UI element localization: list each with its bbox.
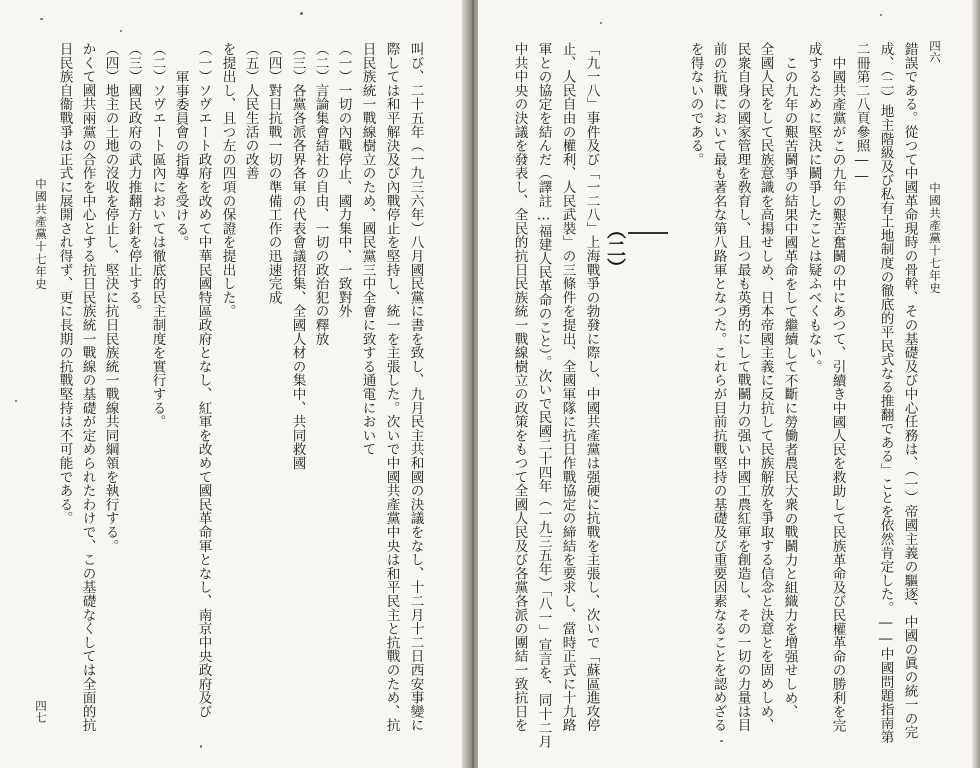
left-line-13: （三）國民政府の武力推翻方針を停止する。	[125, 42, 142, 318]
right-line-1: 錯誤である。從つて中國革命現時の骨幹、その基礎及び中心任務は、（一）帝國主義の驅逐、中國の眞の統一の完	[901, 42, 918, 739]
section-rule	[628, 232, 668, 234]
left-running-title: 中國共產黨十七年史	[34, 178, 48, 291]
right-line-3: 二冊第二八頁參照――	[853, 42, 870, 185]
section-heading: （二）	[604, 220, 626, 277]
right-line-14: 中共中央の決議を發表し、全民的抗日民族統一戰線樹立の政策をもつて全國人民及び各黨各派の團結一致抗日を	[511, 42, 528, 732]
left-line-14: （四）地主の土地の沒收を停止し、堅決に抗日民族統一戰線共同綱領を執行する。	[102, 42, 119, 553]
right-running-title: 中國共產黨十七年史	[928, 182, 942, 295]
right-page	[478, 0, 980, 768]
left-line-4: （一）一切の內戰停止、國力集中、一致對外	[335, 42, 352, 318]
page-edge	[972, 0, 980, 768]
scan-speck	[600, 22, 602, 24]
right-line-12: 止、人民自由の權利、人民武裝」の三條件を提出、全國軍隊に抗日作戰協定の締結を要求し、當時正式に十九路	[559, 42, 576, 732]
right-line-5: 成するために堅決に鬭爭したことは疑ふべくもない。	[805, 42, 822, 374]
left-line-15: かくて國共兩黨の合作を中心とする抗日民族統一戰線の基礎が定められたわけで、この基礎なくしては全面的抗	[79, 42, 96, 732]
left-line-5: （二）言論集會結社の自由、一切の政治犯の釋放	[312, 42, 329, 346]
left-line-8: （五）人民生活の改善	[242, 42, 259, 180]
right-line-9: 前の抗戰において最も著名な第八路軍となつた。これらが目前抗戰堅持の基礎及び重要因素なることを認めざる	[710, 42, 727, 732]
scan-speck	[120, 30, 122, 32]
scan-speck	[720, 740, 723, 742]
right-line-11: 「九一八」事件及び「一二八」上海戰爭の勃發に際し、中國共產黨は强硬に抗戰を主張し、次いで「蘇區進攻停	[583, 42, 600, 732]
left-line-9: を提出し、且つ左の四項の保證を提出した。	[219, 42, 236, 318]
right-line-6: この九年の艱苦鬭爭の結果中國革命をして繼續して不斷に勞働者農民大衆の戰鬭力と組織力を增强せしめ、	[781, 56, 798, 719]
scan-speck	[40, 18, 43, 20]
right-line-13: 軍との協定を結んだ（譯註…福建人民革命のこと）。次いで民國二十四年（一九三五年）「八一」宣言を、同十二月	[535, 42, 552, 749]
left-line-6: （三）各黨各派各界各軍の代表會議招集、全國人材の集中、共同救國	[289, 42, 306, 470]
right-line-4: 中國共產黨がこの九年の艱苦奮鬭の中にあつて、引續き中國人民を救助して民族革命及び民權革命の勝利を完	[829, 56, 846, 733]
scan-speck	[200, 745, 202, 748]
right-page-number: 四六	[928, 40, 942, 63]
scan-speck	[15, 400, 17, 402]
left-line-11: 軍事委員會の指導を受ける。	[172, 70, 189, 250]
right-line-10: を得ないのである。	[687, 42, 704, 167]
right-line-7: 全國人民をして民族意識を高揚せしめ、日本帝國主義に反抗して民族解放を爭取する信念と決意とを固めしめ、	[757, 42, 774, 732]
left-page	[0, 0, 468, 768]
right-line-2: 成、（二）地主階級及び私有土地制度の徹底的平民式なる推翻である」ことを依然肯定した。――中國問題指南第	[877, 42, 894, 744]
left-line-1: 叫び、二十五年（一九三六年）八月國民黨に書を致し、九月民主共和國の決議をなし、十二月十二日西安事變に	[407, 42, 424, 732]
right-line-8: 民衆自身の國家管理を敎育し、且つ最も英勇的にして戰鬭力の强い中國工農紅軍を創造し、その一切の力量は目	[734, 42, 751, 732]
left-line-16: 日民族自衞戰爭は正式に展開され得ず、更に長期の抗戰堅持は不可能である。	[56, 42, 73, 525]
left-line-3: 日民族統一戰線樹立のため、國民黨三中全會に致する通電において	[359, 42, 376, 456]
left-line-10: （一）ソヴエート政府を改めて中華民國特區政府となし、紅軍を改めて國民革命軍となし、南京中央政府及び	[195, 42, 212, 719]
left-line-2: 際しては和平解決及び內戰停止を堅持し、統一を主張した。次いで中國共產黨中央は和平民主と抗戰のため、抗	[383, 42, 400, 732]
scan-speck	[880, 14, 882, 16]
left-page-number: 四七	[34, 700, 48, 723]
scan-speck	[300, 12, 303, 15]
left-line-7: （四）對日抗戰一切の準備工作の迅速完成	[265, 42, 282, 305]
left-line-12: （二）ソヴエート區內においては徹底的民主制度を實行する。	[149, 42, 166, 429]
